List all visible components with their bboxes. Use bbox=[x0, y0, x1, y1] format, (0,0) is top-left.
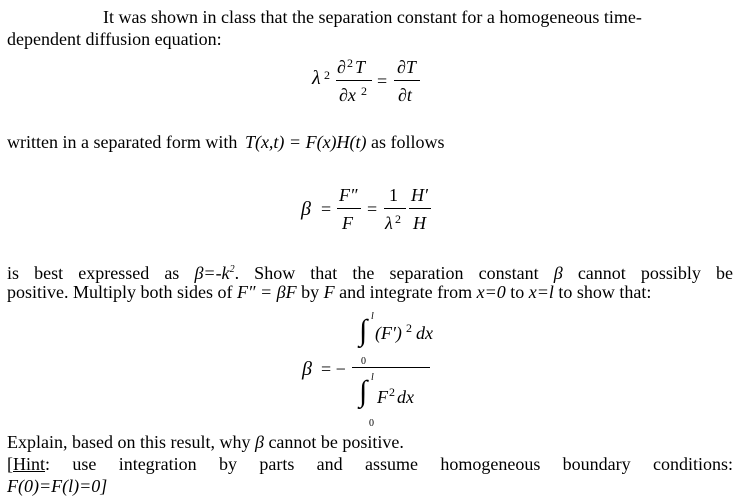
p3-beta-def-exp: 2 bbox=[229, 264, 235, 275]
eq1-den-left-exp: 2 bbox=[361, 84, 367, 98]
eq2-den-1: F bbox=[342, 213, 353, 233]
p4-text-a: Explain, based on this result, why bbox=[7, 432, 251, 452]
eq3-den-dx: dx bbox=[397, 387, 414, 407]
eq3-den-exp: 2 bbox=[389, 385, 395, 399]
separated-form-line bbox=[7, 131, 445, 153]
eq3-num-dx: dx bbox=[416, 323, 433, 343]
eq3-num-integral-sign: ∫ bbox=[359, 314, 368, 347]
intro-line-2: dependent diffusion equation: bbox=[7, 29, 222, 49]
eq3-den-integral-sign: ∫ bbox=[359, 375, 368, 408]
p4-text-c: cannot be positive. bbox=[268, 432, 404, 452]
eq3-beta: β bbox=[302, 358, 312, 380]
eq1-den-left: ∂x bbox=[339, 85, 356, 105]
eq2-num-3: H′ bbox=[411, 185, 428, 205]
p3-text-e: cannot possibly be bbox=[577, 263, 734, 283]
eq3-den-lower-limit: 0 bbox=[369, 418, 374, 429]
eq1-num-left-partial: ∂ bbox=[337, 57, 346, 77]
eq2-num-1: F″ bbox=[339, 185, 358, 205]
p3-text-2i: to show that: bbox=[558, 282, 652, 302]
p3-ode: F″ = βF bbox=[237, 282, 297, 302]
p3-text-c: . Show that the separation constant bbox=[234, 263, 539, 283]
hint-label: Hint bbox=[13, 454, 46, 474]
p3-text-2g: to bbox=[510, 282, 525, 302]
eq3-num-upper-limit: l bbox=[371, 311, 374, 322]
p3-text-2e: and integrate from bbox=[339, 282, 473, 302]
p3-f: F bbox=[323, 282, 335, 302]
p3-beta-def bbox=[194, 263, 234, 283]
eq3-num-exp: 2 bbox=[406, 321, 412, 335]
eq2-beta: β bbox=[301, 198, 311, 220]
boundary-conditions: F(0)=F(l)=0] bbox=[7, 476, 108, 496]
separated-form-text-before: written in a separated form with bbox=[7, 132, 238, 152]
eq3-den-upper-limit: l bbox=[371, 372, 374, 383]
eq3-equals-minus: = − bbox=[321, 359, 346, 379]
eq3-fraction-bar bbox=[352, 367, 430, 368]
eq2-num-2: 1 bbox=[389, 185, 398, 205]
p3-text-2c: by bbox=[301, 282, 320, 302]
p3-xl: x=l bbox=[528, 282, 554, 302]
hint-line bbox=[7, 453, 733, 475]
eq1-lambda: λ bbox=[312, 67, 321, 89]
explain-line bbox=[7, 431, 404, 453]
p3-beta-def-base: β=-k bbox=[194, 263, 230, 283]
eq1-num-left-var: T bbox=[355, 57, 366, 77]
hint-bracket: [ bbox=[7, 454, 13, 474]
eq1-den-right: ∂t bbox=[398, 85, 412, 105]
eq3-num-integrand: (F′) bbox=[375, 323, 402, 343]
p3-text-2a: positive. Multiply both sides of bbox=[7, 282, 233, 302]
eq2-equals-1: = bbox=[321, 199, 332, 219]
p3-beta: β bbox=[553, 263, 563, 283]
separated-form-math: T(x,t) = F(x)H(t) bbox=[244, 132, 367, 152]
eq2-fraction-bar-3 bbox=[409, 208, 431, 209]
eq2-den-3: H bbox=[413, 213, 426, 233]
eq2-equals-2: = bbox=[367, 199, 378, 219]
p3-text-a: is best expressed as bbox=[7, 263, 180, 283]
eq2-fraction-bar-1 bbox=[337, 208, 361, 209]
intro-line-1: It was shown in class that the separation constant for a homogeneous time- bbox=[103, 7, 642, 27]
eq1-equals: = bbox=[377, 71, 388, 91]
hint-text: : use integration by parts and assume homogeneous boundary conditions: bbox=[45, 454, 733, 474]
eq2-den-2-lambda: λ bbox=[385, 213, 393, 233]
eq1-num-right: ∂T bbox=[397, 57, 416, 77]
eq3-num-lower-limit: 0 bbox=[361, 356, 366, 367]
eq1-lambda-exp: 2 bbox=[324, 68, 330, 82]
p3-x0: x=0 bbox=[476, 282, 506, 302]
hint-open bbox=[7, 454, 733, 474]
eq2-den-2-exp: 2 bbox=[395, 212, 401, 226]
p4-beta: β bbox=[254, 432, 264, 452]
separated-form-text-after: as follows bbox=[371, 132, 445, 152]
paragraph-3-line-2 bbox=[7, 281, 651, 303]
eq1-right-fraction-bar bbox=[394, 80, 420, 81]
eq3-den-integrand: F bbox=[377, 387, 388, 407]
eq1-num-left-exp: 2 bbox=[347, 56, 353, 70]
